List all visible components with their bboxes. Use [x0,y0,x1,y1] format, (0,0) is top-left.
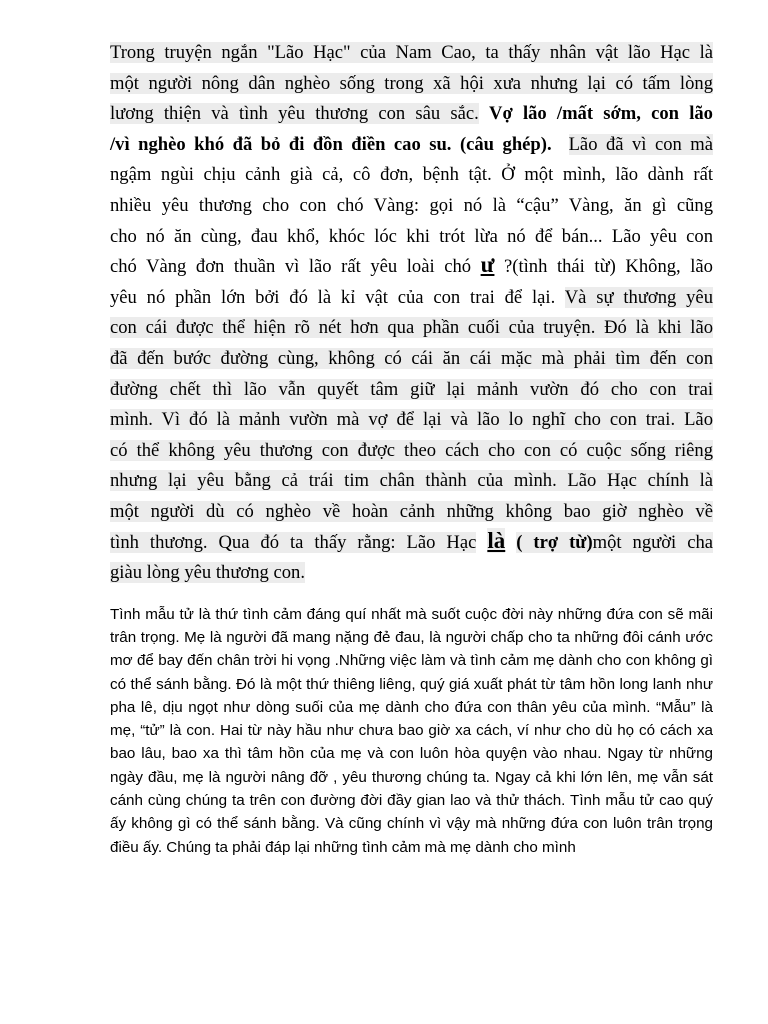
highlighted-text: Lão đã vì con mà [568,133,714,155]
highlighted-text: Và sự thương yêu [564,286,713,308]
highlighted-text: có thể không yêu thương con được theo cách cho con có cuộc sống riêng [110,439,713,461]
text-segment: chó Vàng đơn thuần vì lão rất yêu loài chó [110,256,472,278]
text-line [110,344,713,375]
text-line: nhiều yêu thương cho con chó Vàng: gọi nó là “cậu” Vàng, ăn gì cũng [110,194,713,216]
text-segment: ?(tình thái từ) Không, lão [504,256,713,278]
text-line [110,375,713,406]
text-line [110,405,713,436]
highlighted-text: tình thương. Qua đó ta thấy rằng: Lão Hạc [110,531,477,553]
text-line: ngậm ngùi chịu cảnh già cả, cô đơn, bệnh tật. Ở một mình, lão dành rất [110,164,713,186]
text-line [110,436,713,467]
bold-text: /vì nghèo khó đã bỏ đi đồn điền cao su. (câu ghép). [110,133,552,155]
text-line [110,283,713,314]
text-line [110,466,713,497]
text-line [110,252,713,283]
bold-text: Vợ lão /mất sớm, con lão [489,103,713,125]
emphasized-word: ư [480,252,495,278]
highlighted-text: con cái được thể hiện rõ nét hơn qua phần cuối của truyện. Đó là khi lão [110,317,713,339]
paragraph-tinh-mau-tu: Tình mẫu tử là thứ tình cảm đáng quí nhất mà suốt cuộc đời này những đứa con sẽ mãi trân trọng. Mẹ là người đã mang nặng đẻ đau, là người chấp cho ta những đôi cánh ước mơ để bay đến chân trời hi vọng .Những việc làm và tình cảm mẹ dành cho con không gì có thể sánh bằng. Đó là một thứ thiêng liêng, quý giá xuất phát từ tâm hồn long lanh như pha lê, dịu ngọt như dòng suối của mẹ dành cho đứa con thân yêu của mình. “Mẫu” là mẹ, “tử” là con. Hai từ này hầu như chưa bao giờ xa cách, ví như cho dù họ có cách xa bao lâu, bao xa thì tâm hồn của mẹ và con luôn hòa quyện vào nhau. Ngay từ những ngày đầu, mẹ là người nâng đỡ , yêu thương chúng ta. Ngay cả khi lớn lên, mẹ vẫn sát cánh cùng chúng ta trên con đường đời đầy gian lao và thử thách. Tình mẫu tử cao quý ấy không gì có thể sánh bằng. Và cũng chính vì vậy mà những đứa con luôn trân trọng điều ấy. Chúng ta phải đáp lại những tình cảm mà mẹ dành cho mình [110,605,713,856]
highlighted-text: nhưng lại yêu bằng cả trái tim chân thành của mình. Lão Hạc chính là [110,470,713,492]
text-line [110,38,713,69]
text-line [110,99,713,130]
text-line [110,558,713,589]
paragraph-lao-hac [110,38,713,589]
highlighted-text: đã đến bước đường cùng, không có cái ăn cái mặc mà phải tìm đến con [110,347,713,369]
highlighted-text: mình. Vì đó là mảnh vườn mà vợ để lại và lão lo nghĩ cho con trai. Lão [110,409,713,431]
highlighted-text: một người dù có nghèo về hoàn cảnh những không bao giờ nghèo về [110,500,713,522]
highlighted-text: giàu lòng yêu thương con. [110,562,305,584]
highlighted-text: một người nông dân nghèo sống trong xã hội xưa nhưng lại có tấm lòng [110,72,713,94]
highlighted-text: lương thiện và tình yêu thương con sâu sắc. [110,103,479,125]
text-line [110,497,713,528]
text-line [110,528,713,559]
highlighted-text: một người cha [592,531,713,553]
highlighted-text: đường chết thì lão vẫn quyết tâm giữ lại mảnh vườn đó cho con trai [110,378,713,400]
text-line [110,69,713,100]
bold-text: ( trợ từ) [516,531,593,553]
emphasized-word: là [487,527,506,553]
document-page [110,38,713,859]
text-line [110,130,713,161]
text-segment: yêu nó phần lớn bởi đó là kỉ vật của con trai để lại. [110,286,556,308]
text-line [110,313,713,344]
highlighted-text: Trong truyện ngắn "Lão Hạc" của Nam Cao, ta thấy nhân vật lão Hạc là [110,42,713,63]
text-line: cho nó ăn cùng, đau khổ, khóc lóc khi trót lừa nó để bán... Lão yêu con [110,225,713,247]
